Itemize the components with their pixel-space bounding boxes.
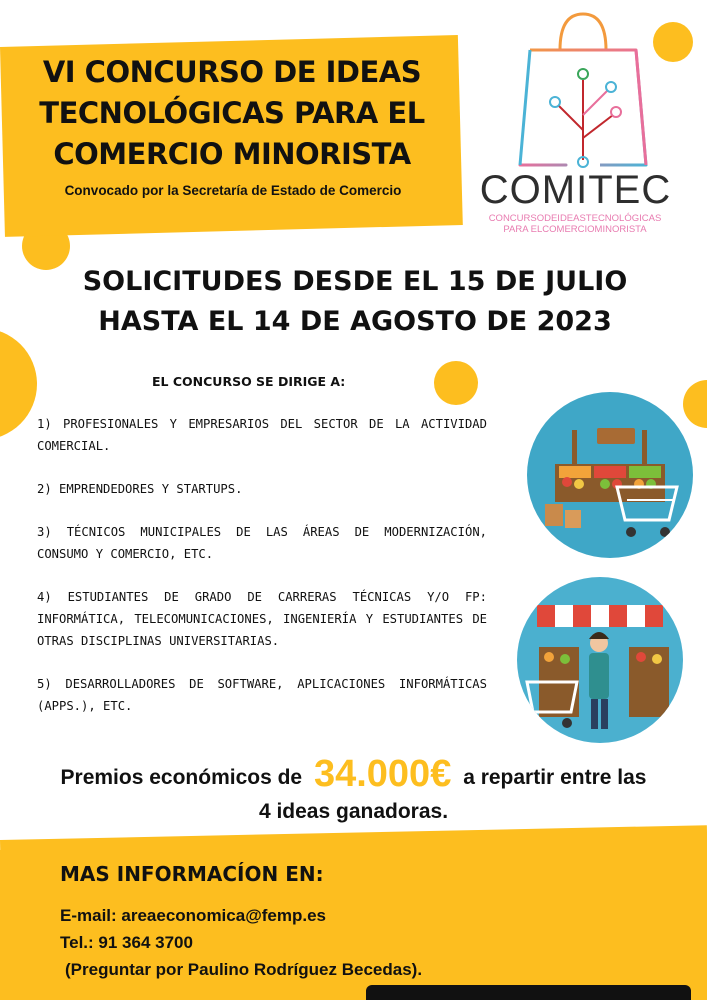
dates-line: HASTA EL 14 DE AGOSTO DE 2023 (98, 306, 612, 337)
list-item: 2) EMPRENDEDORES Y STARTUPS. (37, 482, 243, 496)
shop-vendor-illustration (517, 577, 683, 743)
decorative-circle (683, 380, 707, 428)
decorative-circle (434, 361, 478, 405)
logo-tagline-line: PARA ELCOMERCIOMINORISTA (503, 224, 647, 235)
more-info-heading: MAS INFORMACÍON EN: (60, 862, 324, 886)
logo-tagline-line: CONCURSODEIDEASTECNOLÓGICAS (488, 213, 662, 224)
application-dates (60, 262, 650, 342)
bottom-bar (366, 985, 691, 1000)
poster-title (22, 52, 442, 175)
logo-wordmark: COMITEC (479, 168, 672, 212)
title-line: TECNOLÓGICAS PARA EL (39, 96, 425, 130)
poster-subtitle: Convocado por la Secretaría de Estado de Comercio (64, 183, 402, 198)
email-link[interactable]: E-mail: areaeconomica@femp.es (60, 906, 327, 925)
list-item: 4) ESTUDIANTES DE GRADO DE CARRERAS TÉCNICAS Y/O FP: INFORMÁTICA, TELECOMUNICACIONES, INGENIERÍA Y ESTUDIANTES DE OTRAS DISCIPLINAS UNIVERSITARIAS. (37, 590, 487, 648)
list-item: 5) DESARROLLADORES DE SOFTWARE, APLICACIONES INFORMÁTICAS (APPS.), ETC. (37, 677, 487, 713)
title-line: COMERCIO MINORISTA (53, 137, 411, 171)
phone-number[interactable]: Tel.: 91 364 3700 (60, 933, 193, 952)
contact-block (60, 902, 422, 983)
audience-list (37, 413, 487, 738)
title-line: VI CONCURSO DE IDEAS (42, 55, 422, 89)
decorative-circle (0, 328, 37, 440)
logo-tagline (470, 213, 680, 235)
list-item: 3) TÉCNICOS MUNICIPALES DE LAS ÁREAS DE MODERNIZACIÓN, CONSUMO Y COMERCIO, ETC. (37, 525, 487, 561)
prize-line-2: 4 ideas ganadoras. (258, 800, 449, 823)
prize-text-after: a repartir entre las (463, 766, 647, 789)
prize-text-before: Premios económicos de (60, 766, 303, 789)
dates-line: SOLICITUDES DESDE EL 15 DE JULIO (82, 266, 628, 297)
prize-amount: 34.000€ (313, 753, 452, 795)
audience-heading: EL CONCURSO SE DIRIGE A: (152, 374, 346, 389)
market-stall-illustration (527, 392, 693, 558)
list-item: 1) PROFESIONALES Y EMPRESARIOS DEL SECTOR DE LA ACTIVIDAD COMERCIAL. (37, 417, 487, 453)
prize-line (0, 753, 707, 795)
contact-note: (Preguntar por Paulino Rodríguez Becedas). (65, 960, 423, 979)
